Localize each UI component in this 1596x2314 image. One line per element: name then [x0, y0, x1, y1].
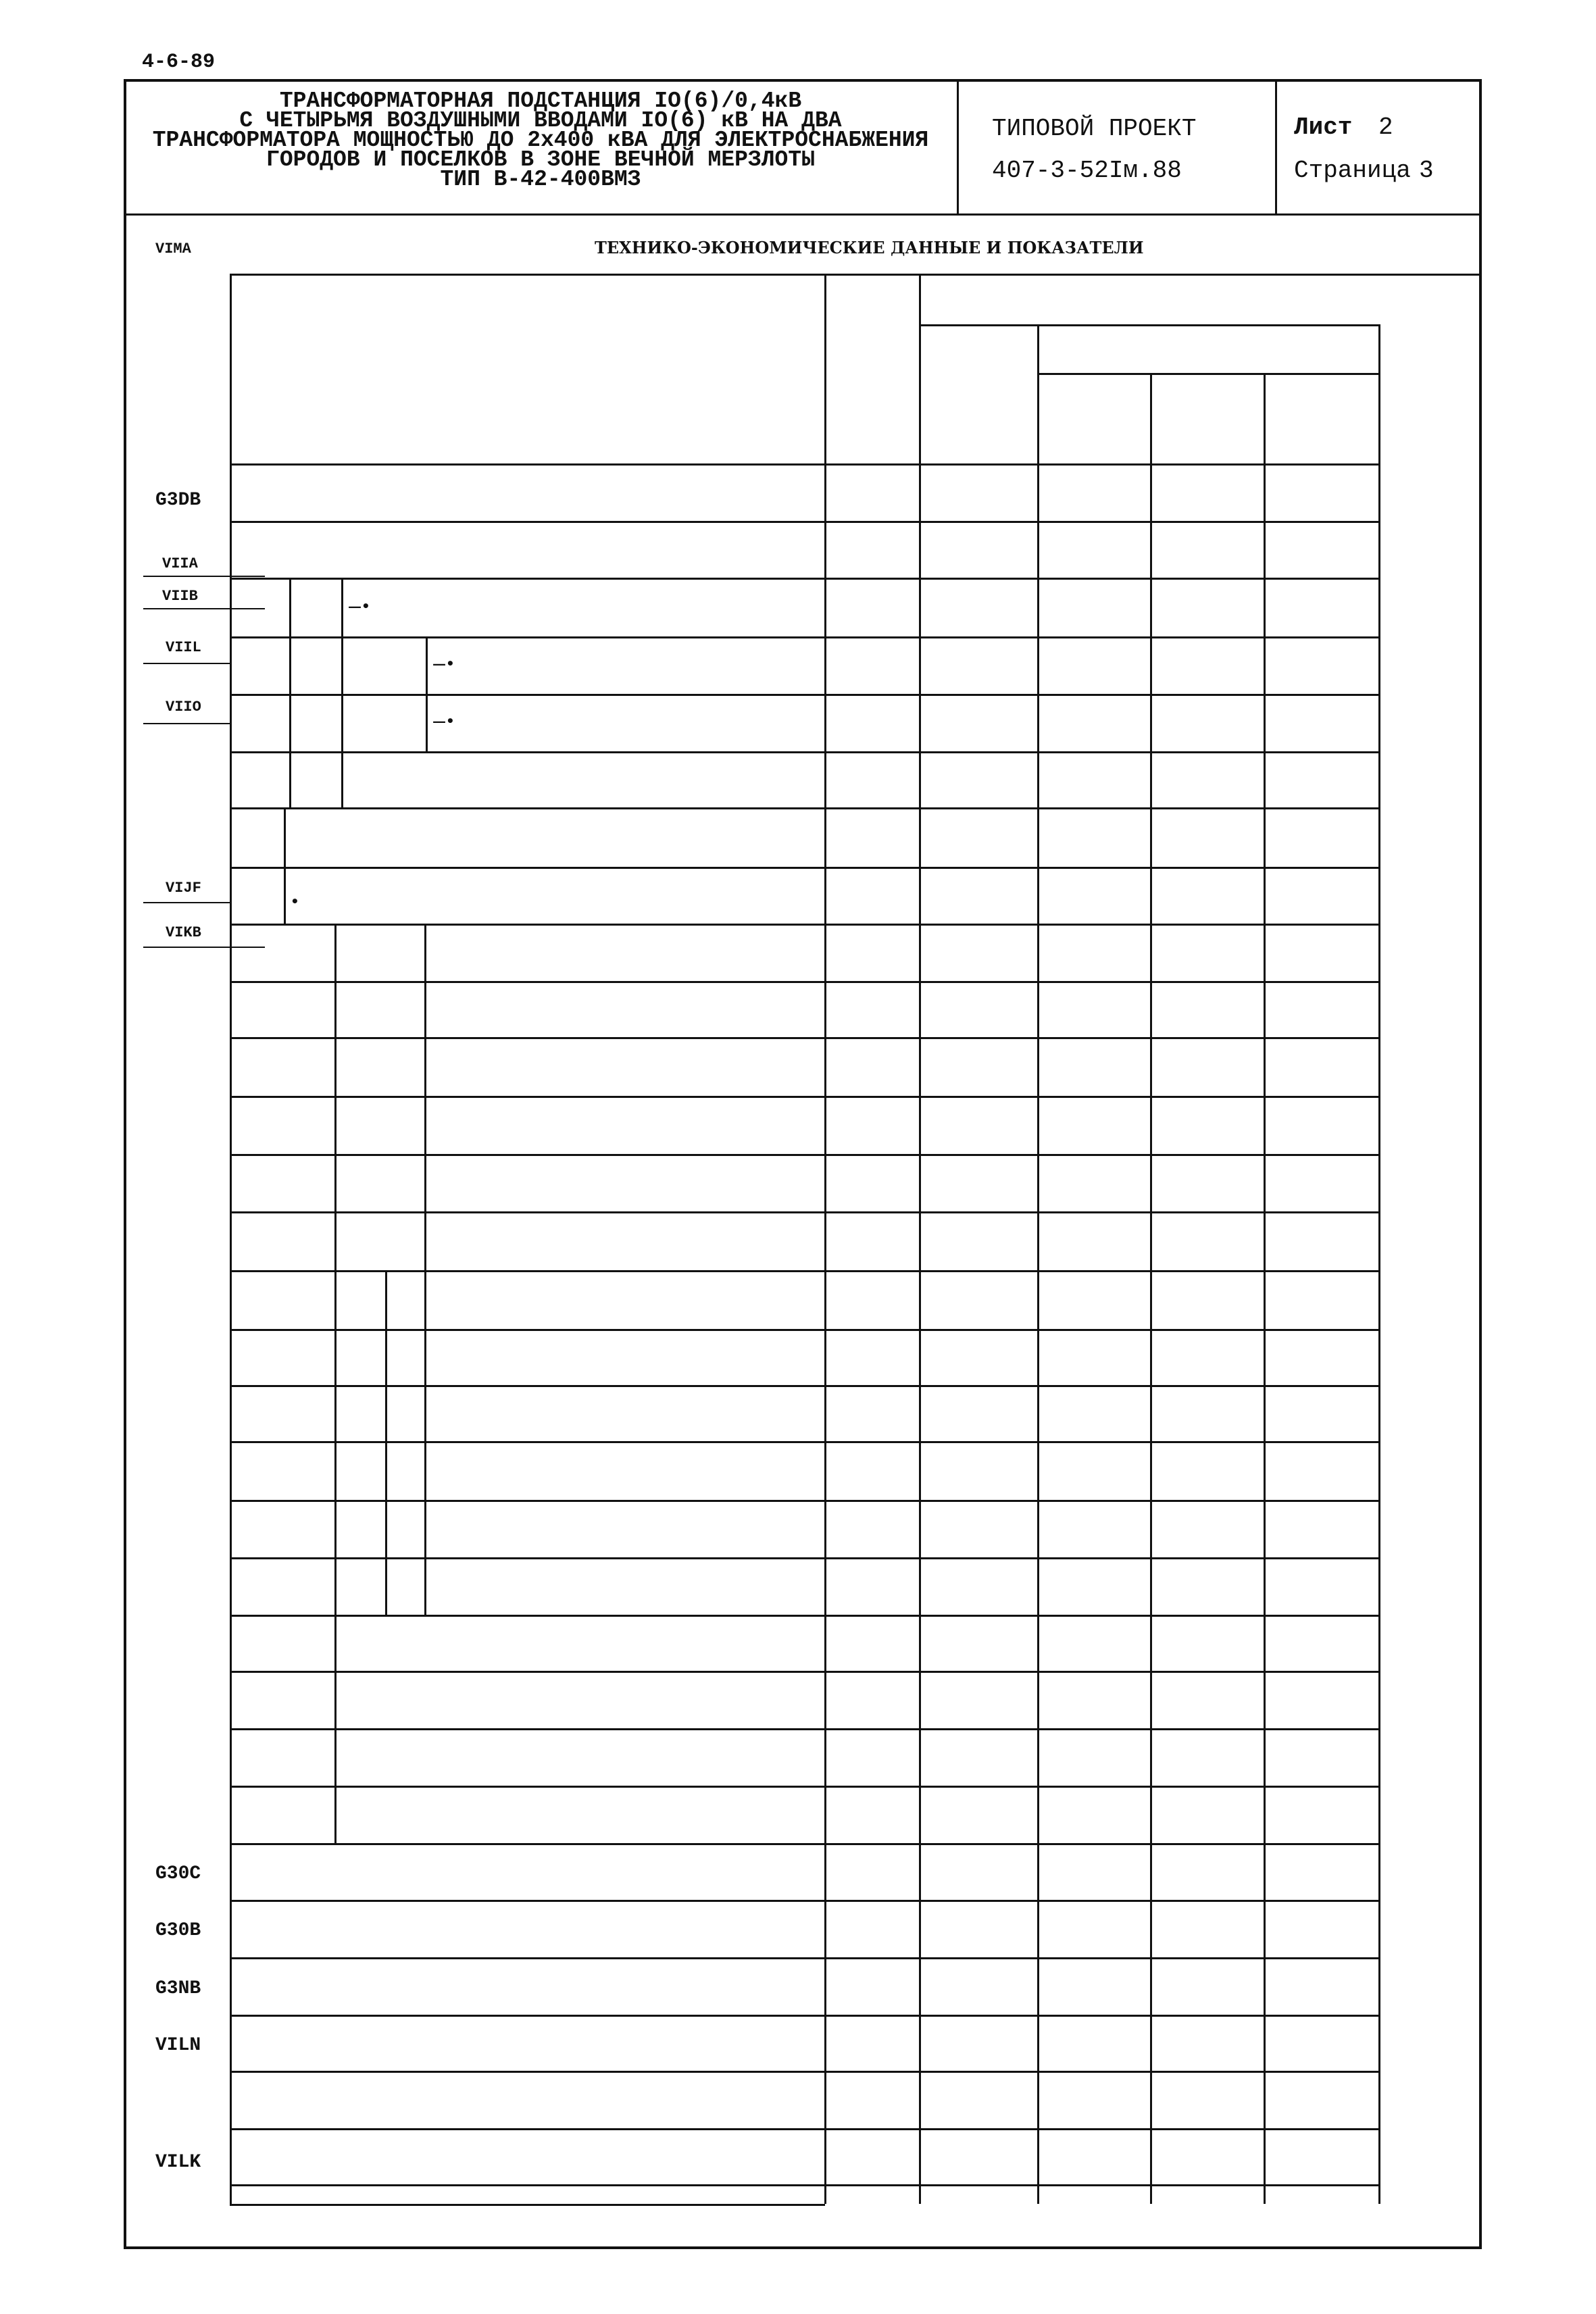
row-10-per-unit	[1159, 1037, 1260, 1096]
row-16-per-unit	[1159, 1385, 1260, 1441]
row-22-per-unit	[1159, 1728, 1260, 1786]
arrow-mark: •	[291, 893, 299, 909]
row-13-per-m3	[1053, 1211, 1146, 1270]
row-19-name	[473, 1557, 818, 1615]
row-21-name	[385, 1671, 818, 1728]
row-11-code	[824, 1096, 919, 1154]
margin-tick	[143, 723, 231, 724]
row-3-name	[473, 636, 818, 694]
row-22-total	[928, 1732, 1033, 1790]
row-20-name	[385, 1615, 818, 1671]
row-10-code	[824, 1037, 919, 1096]
row-11-per-m3	[1053, 1096, 1146, 1154]
row-4-total	[928, 698, 1033, 755]
row-28-per-unit	[1159, 2071, 1260, 2128]
row-28-per-m3	[1053, 2071, 1146, 2128]
row-28-name	[243, 2071, 818, 2128]
row-23-total	[928, 1790, 1033, 1847]
row-13-name	[473, 1211, 818, 1270]
row-29-per-mln	[1273, 2128, 1374, 2184]
row-25-name	[243, 1900, 818, 1957]
row-line-30	[230, 2184, 1378, 2186]
row-1-code	[824, 521, 919, 578]
row-0-per-m3	[1053, 463, 1146, 521]
row-6-per-mln	[1273, 807, 1374, 867]
header-per-mln	[1264, 373, 1378, 463]
row-18-per-unit	[1159, 1500, 1260, 1557]
row-14-per-m3	[1053, 1270, 1146, 1329]
row-24-total	[928, 1847, 1033, 1904]
row-26-code	[824, 1957, 919, 2015]
row-23-per-unit	[1159, 1786, 1260, 1843]
arrow-mark: —•	[432, 713, 455, 729]
row-4-per-unit	[1159, 694, 1260, 751]
row-10-name	[473, 1037, 818, 1096]
row-19-per-mln	[1273, 1557, 1374, 1615]
arrow-mark: —•	[432, 655, 455, 672]
row-13-code	[824, 1211, 919, 1270]
row-23-per-mln	[1273, 1786, 1374, 1843]
row-17-per-m3	[1053, 1441, 1146, 1500]
margin-tick	[143, 947, 265, 948]
row-16-per-mln	[1273, 1385, 1374, 1441]
row-8-code	[824, 924, 919, 981]
row-18-total	[928, 1504, 1033, 1561]
row-2-per-mln	[1273, 578, 1374, 636]
row-20-code	[824, 1615, 919, 1671]
row-12-per-unit	[1159, 1154, 1260, 1211]
row-17-per-mln	[1273, 1441, 1374, 1500]
row-14-total	[928, 1274, 1033, 1333]
incl-col-line	[426, 636, 428, 751]
row-27-name	[243, 2015, 818, 2071]
row-19-code	[824, 1557, 919, 1615]
row-5-per-m3	[1053, 751, 1146, 807]
row-24-name	[243, 1843, 818, 1900]
row-21-per-m3	[1053, 1671, 1146, 1728]
title-line-2: С ЧЕТЫРЬМЯ ВОЗДУШНЫМИ ВВОДАМИ IO(6) кВ НА ДВА	[239, 108, 842, 133]
title-line-5: ТИП В-42-400ВМЗ	[440, 167, 641, 192]
row-25-per-m3	[1053, 1900, 1146, 1957]
row-10-total	[928, 1041, 1033, 1100]
row-18-name	[473, 1500, 818, 1557]
row-9-per-mln	[1273, 981, 1374, 1037]
row-14-per-mln	[1273, 1270, 1374, 1329]
margin-code-v1kb: VIKB	[166, 924, 201, 941]
row-5-total	[928, 755, 1033, 811]
row-14-per-unit	[1159, 1270, 1260, 1329]
row-16-name	[473, 1385, 818, 1441]
row-19-per-unit	[1159, 1557, 1260, 1615]
grid-vline	[1378, 324, 1380, 2204]
project-label: ТИПОВОЙ ПРОЕКТ	[992, 115, 1197, 143]
row-7-per-mln	[1273, 867, 1374, 924]
row-0-per-unit	[1159, 463, 1260, 521]
row-15-total	[928, 1333, 1033, 1389]
row-24-per-mln	[1273, 1843, 1374, 1900]
row-3-per-unit	[1159, 636, 1260, 694]
sheet-number: 2	[1378, 114, 1393, 141]
row-6-code	[824, 807, 919, 867]
row-2-per-unit	[1159, 578, 1260, 636]
row-17-name	[473, 1441, 818, 1500]
row-2-code	[824, 578, 919, 636]
concrete-col-line	[385, 1270, 387, 1500]
header-specific	[1037, 324, 1378, 373]
row-9-name	[473, 981, 818, 1037]
margin-tick	[143, 663, 231, 664]
row-19-total	[928, 1561, 1033, 1619]
row-6-per-m3	[1053, 807, 1146, 867]
row-9-code	[824, 981, 919, 1037]
row-24-code	[824, 1843, 919, 1900]
row-17-code	[824, 1441, 919, 1500]
row-23-name	[385, 1786, 818, 1843]
row-16-code	[824, 1385, 919, 1441]
materials-col-line	[334, 924, 336, 1843]
row-28-code	[824, 2071, 919, 2128]
row-0-per-mln	[1273, 463, 1374, 521]
row-21-code	[824, 1671, 919, 1728]
row-1-total	[928, 525, 1033, 582]
row-20-total	[928, 1619, 1033, 1675]
table-bottom-left	[230, 2204, 825, 2206]
margin-code-g30b: G30B	[155, 1920, 201, 1941]
row-20-per-m3	[1053, 1615, 1146, 1671]
row-3-code	[824, 636, 919, 694]
row-29-per-m3	[1053, 2128, 1146, 2184]
row-8-per-mln	[1273, 924, 1374, 981]
header-vline-2	[1275, 79, 1277, 214]
row-20-per-mln	[1273, 1615, 1374, 1671]
row-7-per-m3	[1053, 867, 1146, 924]
page-number: 3	[1419, 157, 1434, 184]
row-22-code	[824, 1728, 919, 1786]
grid-vline	[1264, 373, 1266, 2204]
row-1-per-unit	[1159, 521, 1260, 578]
row-5-per-unit	[1159, 751, 1260, 807]
row-21-total	[928, 1675, 1033, 1732]
row-9-total	[928, 985, 1033, 1041]
margin-code-v1lk: VILK	[155, 2152, 201, 2173]
margin-code-g3nb: G3NB	[155, 1978, 201, 1999]
row-4-per-mln	[1273, 694, 1374, 751]
margin-code-v1io: VIIO	[166, 699, 201, 715]
margin-code-v1jf: VIJF	[166, 880, 201, 897]
row-18-per-mln	[1273, 1500, 1374, 1557]
row-0-name	[243, 463, 818, 521]
table-left	[230, 274, 232, 2204]
row-23-per-m3	[1053, 1786, 1146, 1843]
sheet-label: Лист	[1294, 114, 1353, 141]
row-25-per-mln	[1273, 1900, 1374, 1957]
row-4-per-m3	[1053, 694, 1146, 751]
concrete-incl-line	[424, 1270, 426, 1500]
row-26-per-mln	[1273, 1957, 1374, 2015]
row-28-per-mln	[1273, 2071, 1374, 2128]
row-13-total	[928, 1215, 1033, 1274]
row-17-total	[928, 1445, 1033, 1504]
header-per-unit	[1150, 373, 1264, 463]
row-15-code	[824, 1329, 919, 1385]
labor-col-line	[284, 807, 286, 924]
row-26-total	[928, 1961, 1033, 2019]
row-22-per-m3	[1053, 1728, 1146, 1786]
row-14-code	[824, 1270, 919, 1329]
row-2-per-m3	[1053, 578, 1146, 636]
header-total	[919, 324, 1037, 463]
row-8-per-unit	[1159, 924, 1260, 981]
row-23-code	[824, 1786, 919, 1843]
margin-tick	[143, 902, 231, 903]
timber-col-line	[385, 1500, 387, 1615]
row-8-total	[928, 928, 1033, 985]
title-line-3: ТРАНСФОРМАТОРА МОЩНОСТЬЮ ДО 2x400 кВА ДЛЯ ЭЛЕКТРОСНАБЖЕНИЯ	[152, 128, 929, 153]
row-27-per-unit	[1159, 2015, 1260, 2071]
margin-code-v1ma: VIMA	[155, 241, 191, 257]
row-2-name	[466, 578, 818, 636]
row-8-name	[473, 924, 818, 981]
row-15-per-mln	[1273, 1329, 1374, 1385]
row-16-per-m3	[1053, 1385, 1146, 1441]
header-code	[824, 274, 919, 463]
row-8-per-m3	[1053, 924, 1146, 981]
grid-vline	[1150, 373, 1152, 2204]
row-29-per-unit	[1159, 2128, 1260, 2184]
row-12-total	[928, 1158, 1033, 1215]
row-16-total	[928, 1389, 1033, 1445]
row-7-code	[824, 867, 919, 924]
row-27-per-mln	[1273, 2015, 1374, 2071]
header-vline-1	[957, 79, 959, 214]
row-21-per-unit	[1159, 1671, 1260, 1728]
row-15-per-m3	[1053, 1329, 1146, 1385]
row-25-total	[928, 1904, 1033, 1961]
group-incl	[341, 636, 426, 751]
row-12-name	[473, 1154, 818, 1211]
row-15-per-unit	[1159, 1329, 1260, 1385]
row-6-name	[351, 807, 818, 867]
row-0-total	[928, 468, 1033, 525]
row-10-per-m3	[1053, 1037, 1146, 1096]
row-26-name	[243, 1957, 818, 2015]
sub-col-line-2	[424, 1500, 426, 1615]
title-block	[128, 89, 953, 192]
row-13-per-unit	[1159, 1211, 1260, 1270]
header-per-m3	[1037, 373, 1150, 463]
row-25-per-unit	[1159, 1900, 1260, 1957]
arrow-mark: —•	[348, 598, 370, 614]
row-12-per-m3	[1053, 1154, 1146, 1211]
row-11-name	[473, 1096, 818, 1154]
row-4-name	[473, 694, 818, 751]
row-3-total	[928, 640, 1033, 698]
title-line-1: ТРАНСФОРМАТОРНАЯ ПОДСТАНЦИЯ IO(6)/0,4кВ	[279, 89, 802, 114]
row-11-per-mln	[1273, 1096, 1374, 1154]
row-27-code	[824, 2015, 919, 2071]
cost-col-line	[289, 578, 291, 807]
row-27-per-m3	[1053, 2015, 1146, 2071]
row-18-per-m3	[1053, 1500, 1146, 1557]
row-18-code	[824, 1500, 919, 1557]
row-10-per-mln	[1273, 1037, 1374, 1096]
row-29-name	[243, 2128, 818, 2184]
row-13-per-mln	[1273, 1211, 1374, 1270]
row-24-per-unit	[1159, 1843, 1260, 1900]
row-12-per-mln	[1273, 1154, 1374, 1211]
row-7-total	[928, 871, 1033, 928]
row-4-code	[824, 694, 919, 751]
margin-code-v1ln: VILN	[155, 2035, 201, 2056]
margin-code-g30c: G30C	[155, 1863, 201, 1884]
row-25-code	[824, 1900, 919, 1957]
row-6-per-unit	[1159, 807, 1260, 867]
total-col-line	[919, 274, 921, 2204]
row-7-name	[351, 867, 818, 924]
section-title: ТЕХНИКО-ЭКОНОМИЧЕСКИЕ ДАННЫЕ И ПОКАЗАТЕЛИ	[595, 238, 1144, 257]
row-11-per-unit	[1159, 1096, 1260, 1154]
row-29-total	[928, 2132, 1033, 2188]
row-26-per-unit	[1159, 1957, 1260, 2015]
row-1-per-m3	[1053, 521, 1146, 578]
row-7-per-unit	[1159, 867, 1260, 924]
row-1-name	[243, 521, 818, 578]
row-15-name	[473, 1329, 818, 1385]
header-note	[1378, 274, 1482, 483]
row-28-total	[928, 2075, 1033, 2132]
margin-code-v1ib: VIIB	[162, 588, 198, 605]
row-14-name	[432, 1270, 818, 1329]
margin-code-g3db: G3DB	[155, 490, 201, 511]
corner-mark: 4-6-89	[142, 51, 216, 74]
row-22-per-mln	[1273, 1728, 1374, 1786]
margin-tick	[143, 608, 265, 609]
row-1-per-mln	[1273, 521, 1374, 578]
row-6-total	[928, 811, 1033, 871]
row-24-per-m3	[1053, 1843, 1146, 1900]
margin-code-v1il: VIIL	[166, 639, 201, 656]
row-26-per-m3	[1053, 1957, 1146, 2015]
project-number: 407-3-52Iм.88	[992, 157, 1182, 184]
row-3-per-m3	[1053, 636, 1146, 694]
row-20-per-unit	[1159, 1615, 1260, 1671]
header-name	[230, 274, 824, 463]
grid-vline	[1037, 324, 1039, 2204]
row-0-code	[824, 463, 919, 521]
margin-code-v1ia: VIIA	[162, 555, 198, 572]
row-27-total	[928, 2019, 1033, 2075]
row-12-code	[824, 1154, 919, 1211]
row-2-total	[928, 582, 1033, 640]
row-17-per-unit	[1159, 1441, 1260, 1500]
row-21-per-mln	[1273, 1671, 1374, 1728]
page-label: Страница	[1294, 157, 1411, 184]
row-9-per-unit	[1159, 981, 1260, 1037]
row-3-per-mln	[1273, 636, 1374, 694]
row-29-code	[824, 2128, 919, 2184]
header-typical-docs	[919, 274, 1378, 324]
row-5-per-mln	[1273, 751, 1374, 807]
title-line-4: ГОРОДОВ И ПОСЕЛКОВ В ЗОНЕ ВЕЧНОЙ МЕРЗЛОТЫ	[266, 147, 815, 172]
row-22-name	[385, 1728, 818, 1786]
row-5-name	[473, 751, 818, 807]
row-19-per-m3	[1053, 1557, 1146, 1615]
row-11-total	[928, 1100, 1033, 1158]
header-divider	[124, 213, 1482, 216]
row-9-per-m3	[1053, 981, 1146, 1037]
row-5-code	[824, 751, 919, 807]
